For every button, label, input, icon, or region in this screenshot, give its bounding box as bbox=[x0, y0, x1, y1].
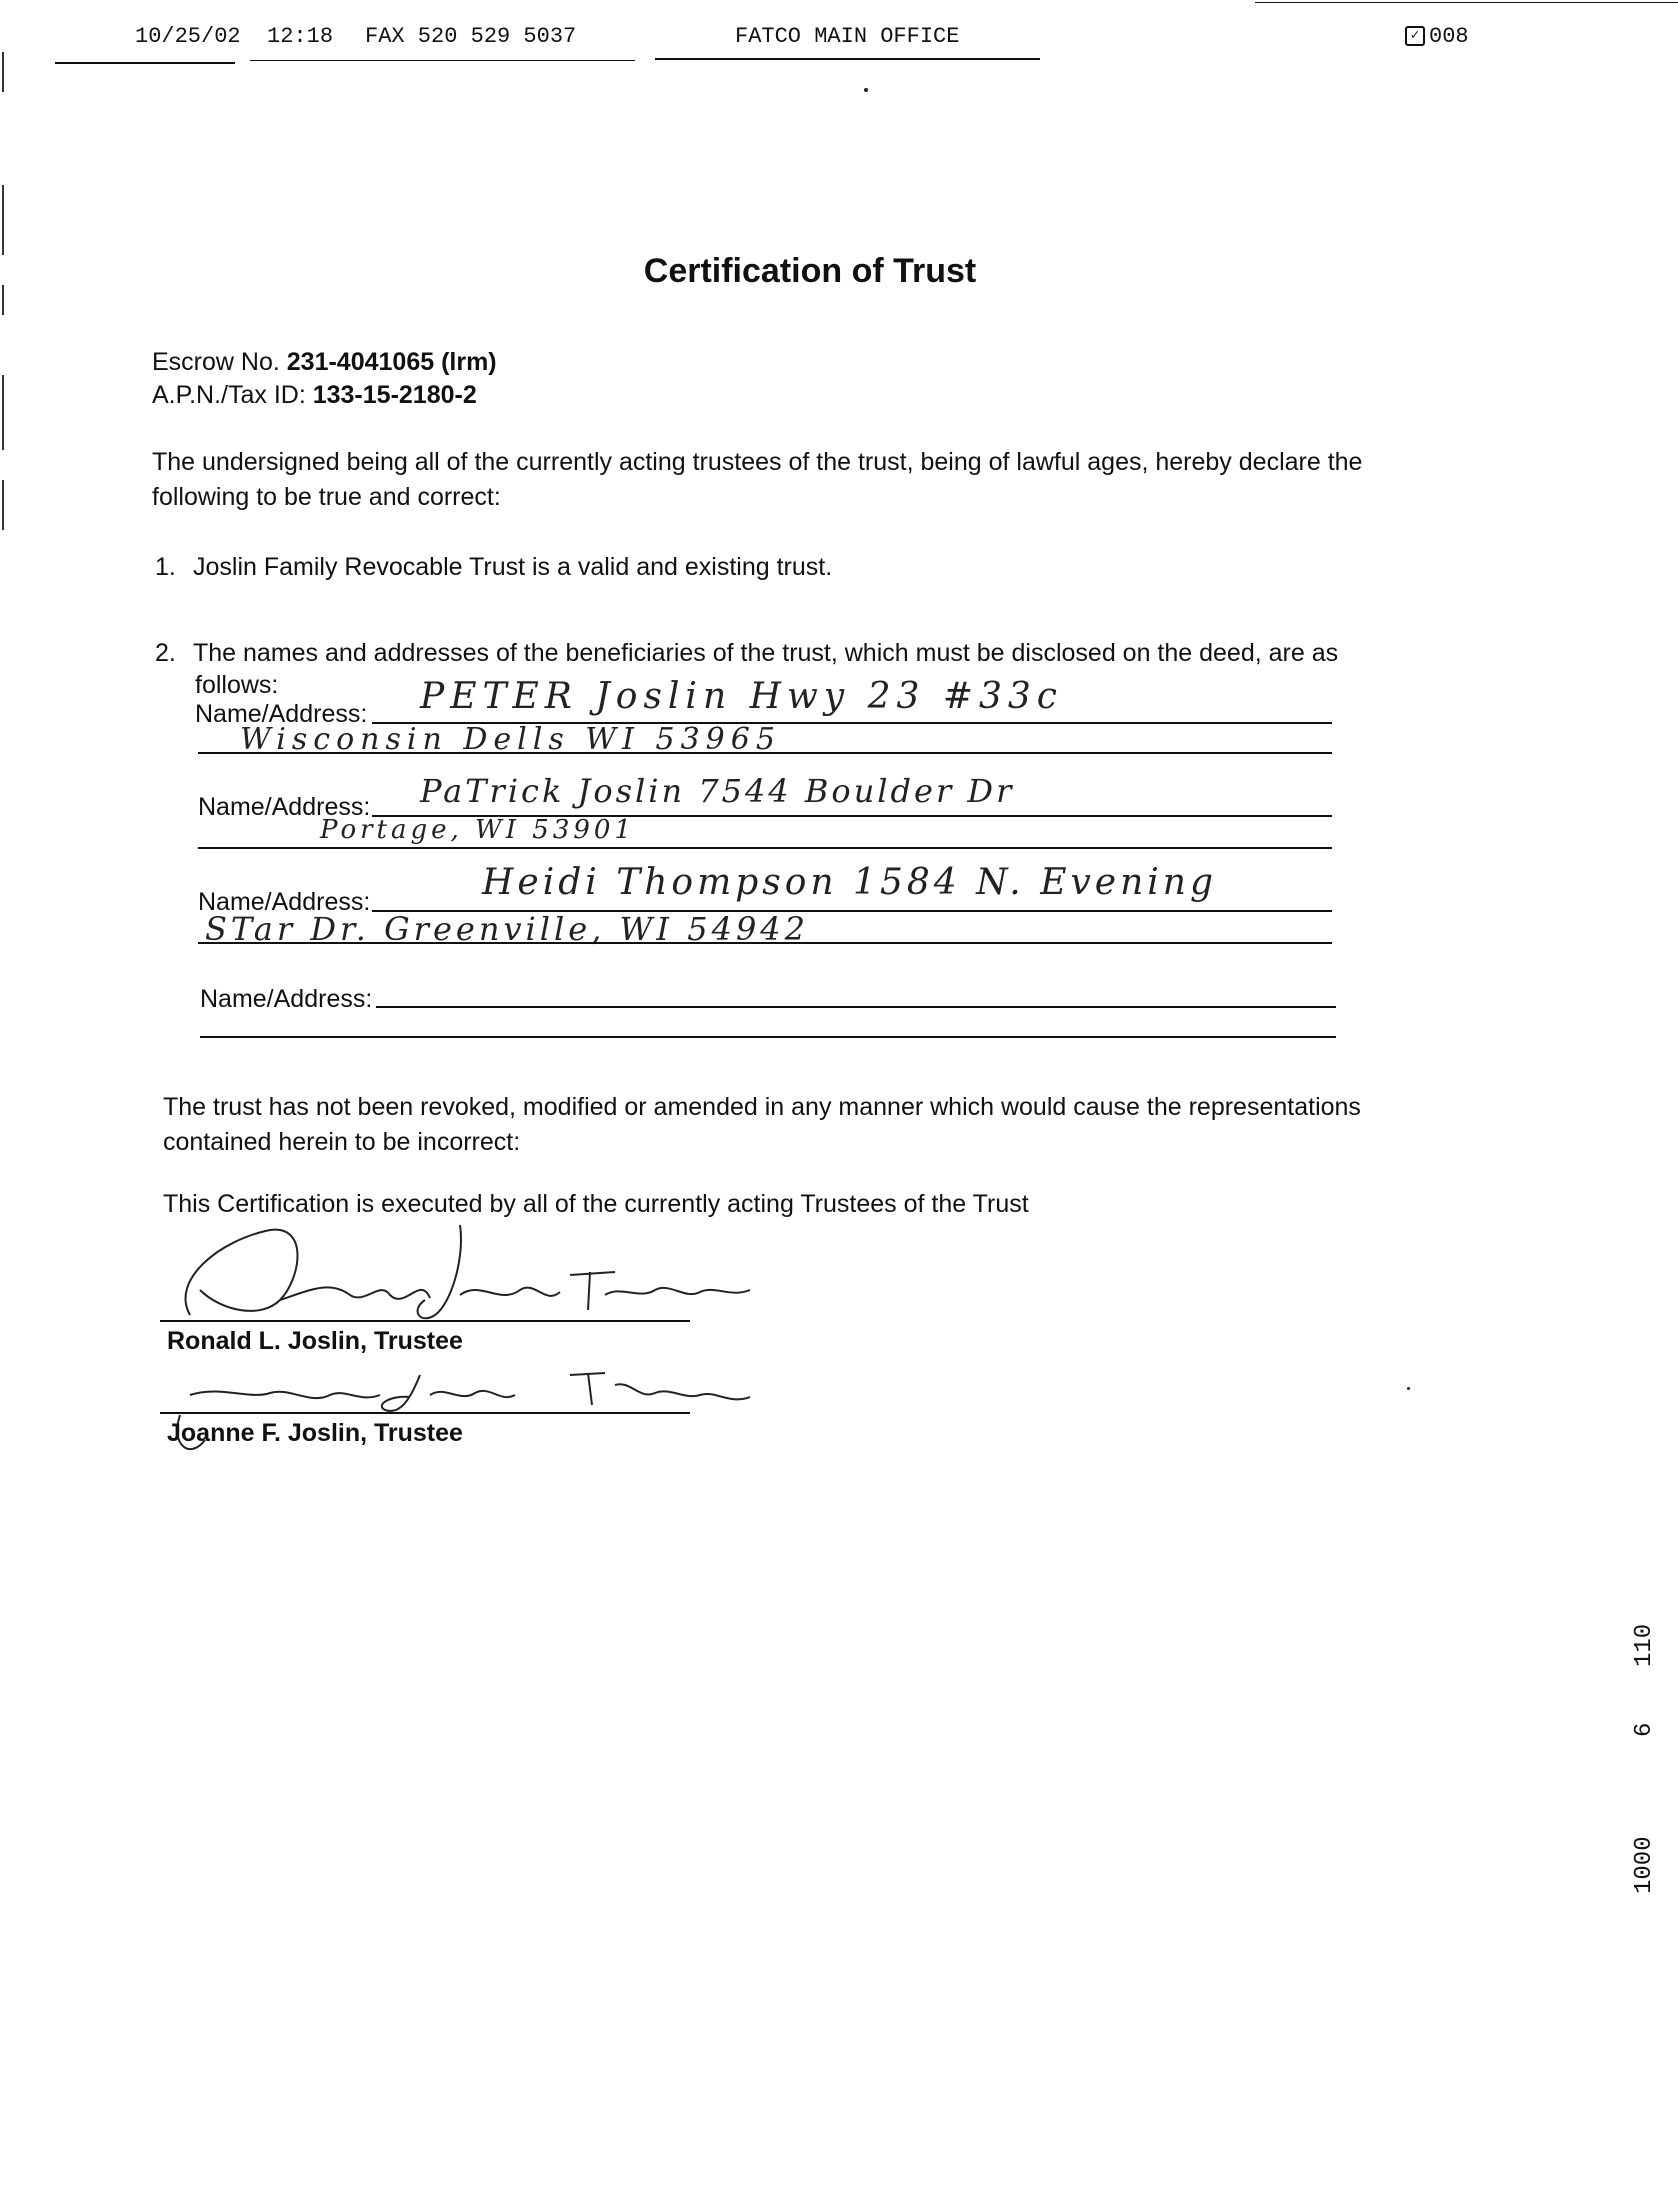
margin-mark bbox=[2, 375, 4, 450]
fax-header-rule-3 bbox=[655, 58, 1040, 60]
escrow-number: 231-4041065 (lrm) bbox=[286, 348, 497, 376]
beneficiary-1-line-2: Wisconsin Dells WI 53965 bbox=[240, 722, 781, 757]
fax-office: FATCO MAIN OFFICE bbox=[735, 24, 960, 49]
statement-line-2: contained herein to be incorrect: bbox=[163, 1128, 521, 1156]
item-1-number: 1. bbox=[155, 553, 176, 581]
fax-page-number: 008 bbox=[1429, 24, 1469, 49]
margin-number-bottom: 1000 bbox=[1631, 1836, 1658, 1894]
item-1-text: Joslin Family Revocable Trust is a valid and existing trust. bbox=[193, 553, 833, 581]
beneficiary-3-line-2: STar Dr. Greenville, WI 54942 bbox=[205, 910, 810, 948]
fax-page-icon: ✓ bbox=[1405, 26, 1425, 46]
margin-number-top: 110 bbox=[1631, 1623, 1658, 1667]
statement-line-1: The trust has not been revoked, modified or amended in any manner which would cause the representations bbox=[163, 1093, 1361, 1121]
beneficiary-2-line-2: Portage, WI 53901 bbox=[320, 815, 635, 845]
beneficiary-3-line-1: Heidi Thompson 1584 N. Evening bbox=[482, 862, 1218, 903]
fax-number: FAX 520 529 5037 bbox=[365, 24, 577, 49]
stray-dot bbox=[864, 88, 868, 92]
beneficiary-2-line-1: PaTrick Joslin 7544 Boulder Dr bbox=[420, 772, 1015, 810]
intro-line-1: The undersigned being all of the currently acting trustees of the trust, being of lawful ages, hereby declare the bbox=[152, 448, 1363, 476]
beneficiary-1-rule-2 bbox=[198, 752, 1332, 754]
escrow-label: Escrow No. bbox=[152, 348, 280, 376]
item-2 bbox=[155, 636, 1338, 670]
signature-1-rule bbox=[160, 1320, 690, 1322]
apn-number: 133-15-2180-2 bbox=[312, 381, 477, 409]
stray-dot bbox=[1407, 1387, 1410, 1390]
beneficiary-1-label: Name/Address: bbox=[195, 700, 368, 728]
apn-line bbox=[152, 378, 477, 412]
fax-datetime: 10/25/02 12:18 bbox=[135, 24, 334, 49]
beneficiary-1-line-1: PETER Joslin Hwy 23 #33c bbox=[420, 676, 1063, 717]
item-2-line-1: The names and addresses of the beneficiaries of the trust, which must be disclosed on the deed, are as bbox=[193, 639, 1339, 667]
beneficiary-3-rule-2 bbox=[198, 942, 1332, 944]
item-2-number: 2. bbox=[155, 639, 176, 667]
signature-2-rule bbox=[160, 1412, 690, 1414]
beneficiary-4-rule-2 bbox=[200, 1036, 1336, 1038]
margin-mark bbox=[2, 52, 4, 92]
signature-2-text bbox=[200, 1400, 212, 1401]
margin-mark bbox=[2, 480, 4, 530]
beneficiary-4-rule-1 bbox=[376, 1006, 1336, 1008]
escrow-line bbox=[152, 345, 497, 379]
apn-label: A.P.N./Tax ID: bbox=[152, 381, 306, 409]
fax-header-rule-1 bbox=[55, 62, 235, 64]
page-title: Certification of Trust bbox=[643, 252, 977, 290]
margin-number-mid: 6 bbox=[1631, 1722, 1658, 1738]
item-2-line-2: follows: bbox=[195, 671, 279, 699]
top-right-rule bbox=[1255, 2, 1678, 3]
beneficiary-4-label: Name/Address: bbox=[200, 985, 373, 1013]
beneficiary-3-label: Name/Address: bbox=[198, 888, 371, 916]
signature-1-text bbox=[200, 1270, 212, 1271]
execution-statement: This Certification is executed by all of the currently acting Trustees of the Trust bbox=[163, 1190, 1029, 1218]
beneficiary-2-label: Name/Address: bbox=[198, 793, 371, 821]
signer-1-name: Ronald L. Joslin, Trustee bbox=[167, 1327, 463, 1355]
beneficiary-2-rule-2 bbox=[198, 847, 1332, 849]
margin-mark bbox=[2, 185, 4, 255]
intro-line-2: following to be true and correct: bbox=[152, 483, 501, 511]
item-1 bbox=[155, 550, 832, 584]
signature-1-drawing bbox=[160, 1220, 860, 1330]
signer-2-name: Joanne F. Joslin, Trustee bbox=[167, 1419, 463, 1447]
fax-header-rule-2 bbox=[250, 60, 635, 61]
